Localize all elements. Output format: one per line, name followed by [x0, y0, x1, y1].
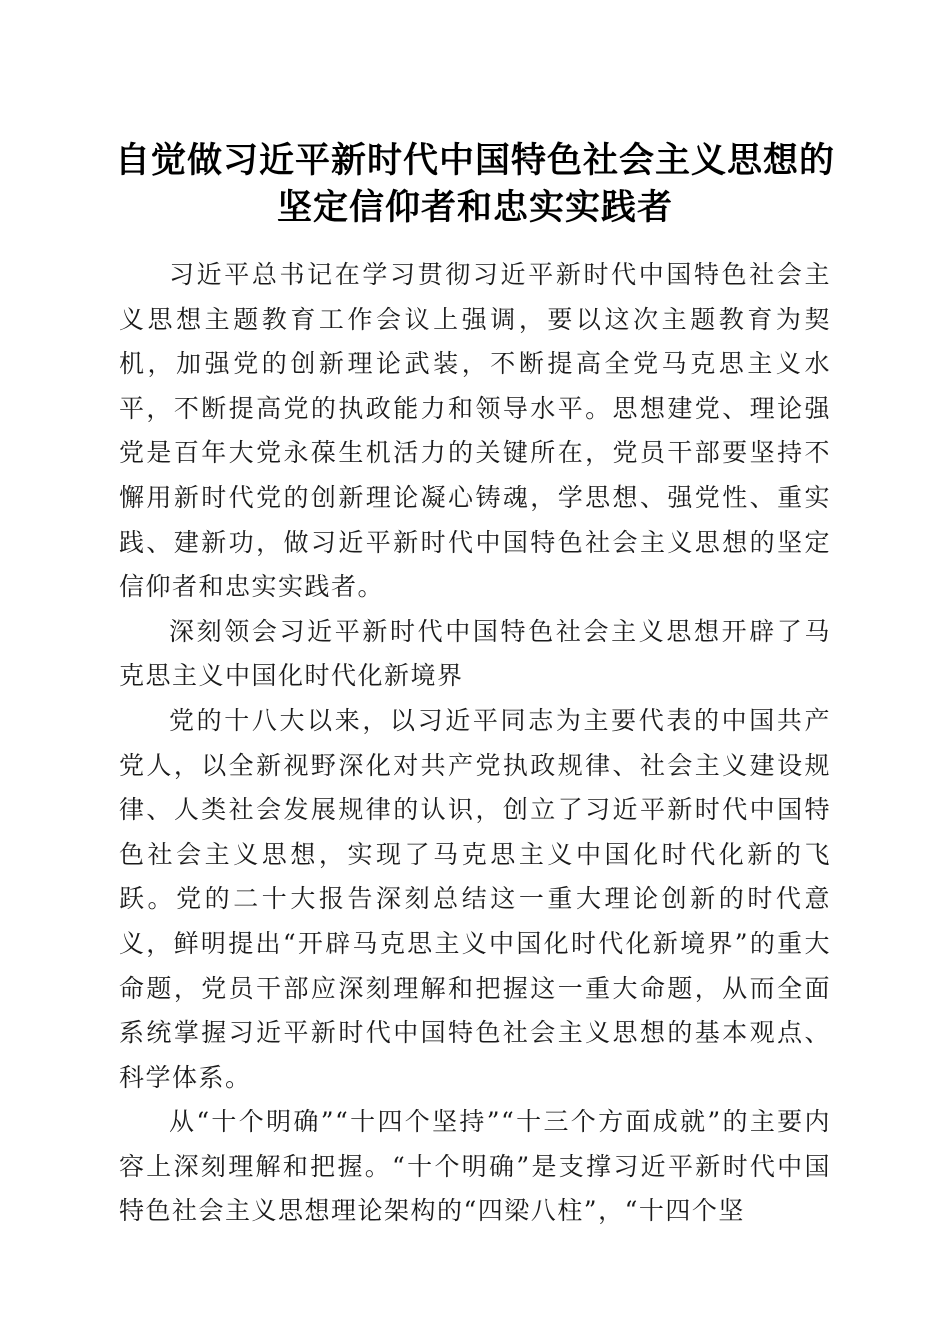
document-title-line-1: 自觉做习近平新时代中国特色社会主义思想的: [114, 140, 835, 181]
document-title-line-2: 坚定信仰者和忠实实践者: [276, 187, 673, 228]
document-body: [119, 253, 831, 1234]
paragraph-section-2: 从“十个明确”“十四个坚持”“十三个方面成就”的主要内容上深刻理解和把握。“十个明确”是支撑习近平新时代中国特色社会主义思想理论架构的“四梁八柱”，“十四个坚: [119, 1107, 831, 1226]
paragraph-intro: 习近平总书记在学习贯彻习近平新时代中国特色社会主义思想主题教育工作会议上强调，要以这次主题教育为契机，加强党的创新理论武装，不断提高全党马克思主义水平，不断提高党的执政能力和领导水平。思想建党、理论强党是百年大党永葆生机活力的关键所在，党员干部要坚持不懈用新时代党的创新理论凝心铸魂，学思想、强党性、重实践、建新功，做习近平新时代中国特色社会主义思想的坚定信仰者和忠实实践者。: [119, 260, 831, 602]
paragraph-section-1: 党的十八大以来，以习近平同志为主要代表的中国共产党人，以全新视野深化对共产党执政规律、社会主义建设规律、人类社会发展规律的认识，创立了习近平新时代中国特色社会主义思想，实现了马克思主义中国化时代化新的飞跃。党的二十大报告深刻总结这一重大理论创新的时代意义，鲜明提出“开辟马克思主义中国化时代化新境界”的重大命题，党员干部应深刻理解和把握这一重大命题，从而全面系统掌握习近平新时代中国特色社会主义思想的基本观点、科学体系。: [119, 705, 831, 1092]
section-heading: 深刻领会习近平新时代中国特色社会主义思想开辟了马克思主义中国化时代化新境界: [119, 616, 831, 691]
